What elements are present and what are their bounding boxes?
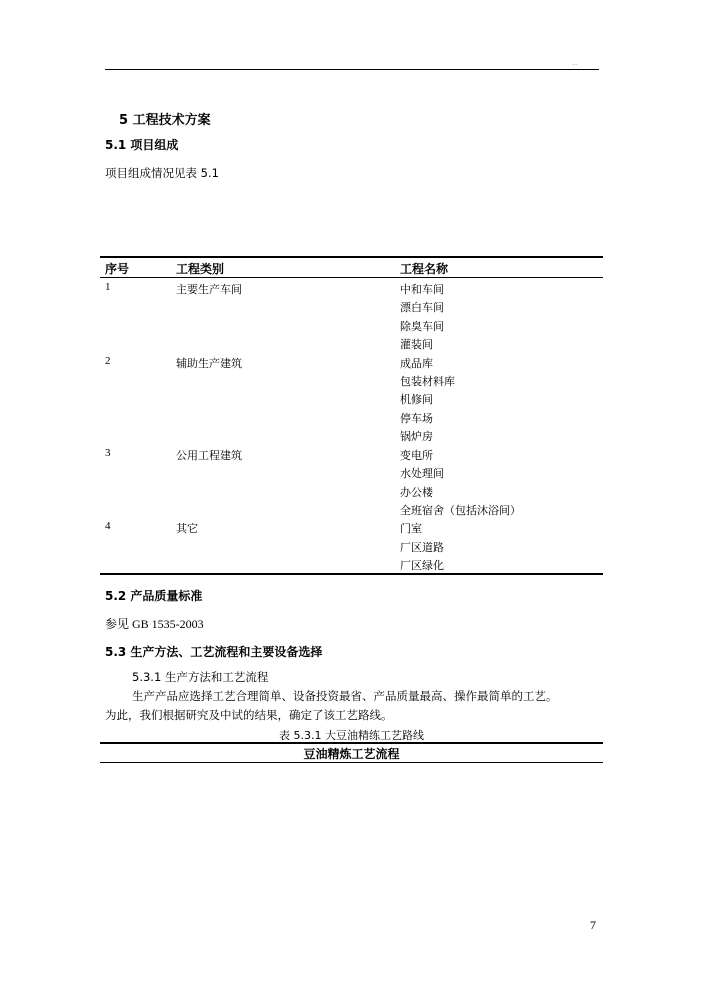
- table-row-name: 机修间: [400, 393, 433, 406]
- table-row-no: 2: [105, 355, 111, 367]
- table-row-name: 包装材料库: [400, 375, 455, 388]
- table-header-name: 工程名称: [400, 262, 449, 276]
- table-row-name: 厂区绿化: [400, 559, 444, 572]
- section-5-3-1-title: 5.3.1 生产方法和工艺流程: [132, 670, 269, 684]
- table-row-category: 其它: [176, 522, 198, 535]
- table-row-name: 锅炉房: [400, 430, 433, 443]
- table-row-name: 除臭车间: [400, 320, 444, 333]
- table-row-name: 办公楼: [400, 486, 433, 499]
- table-row-no: 1: [105, 281, 111, 293]
- table-header-rule: [100, 277, 603, 278]
- table-row-name: 灌装间: [400, 338, 433, 351]
- header-mark: ...: [572, 60, 578, 67]
- table2-header: 豆油精炼工艺流程: [303, 747, 400, 761]
- table-caption: 表 5.3.1 大豆油精练工艺路线: [279, 729, 424, 742]
- table-row-name: 水处理间: [400, 467, 444, 480]
- section-5-3-1-line1: 生产产品应选择工艺合理简单、设备投资最省、产品质量最高、操作最简单的工艺。: [132, 689, 558, 703]
- section-5-title: 5 工程技术方案: [119, 113, 211, 128]
- table2-bottom-rule: [100, 762, 603, 763]
- table-header-category: 工程类别: [176, 262, 225, 276]
- table-row-name: 中和车间: [400, 283, 444, 296]
- table-row-name: 停车场: [400, 412, 433, 425]
- table-row-no: 4: [105, 520, 111, 532]
- table-row-category: 公用工程建筑: [176, 449, 242, 462]
- table-row-no: 3: [105, 447, 111, 459]
- table-row-name: 全班宿舍（包括沐浴间）: [400, 504, 521, 517]
- section-5-3-1-line2: 为此，我们根据研究及中试的结果，确定了该工艺路线。: [105, 708, 393, 722]
- table-bottom-rule: [100, 573, 603, 575]
- section-5-3-title: 5.3 生产方法、工艺流程和主要设备选择: [105, 645, 323, 659]
- section-5-1-text: 项目组成情况见表 5.1: [105, 166, 219, 180]
- table-row-name: 厂区道路: [400, 541, 444, 554]
- table-row-name: 变电所: [400, 449, 433, 462]
- section-5-2-text: 参见 GB 1535-2003: [105, 617, 204, 631]
- header-rule: [105, 69, 599, 70]
- table-row-name: 成品库: [400, 357, 433, 370]
- table-header-no: 序号: [105, 262, 130, 276]
- section-5-2-title: 5.2 产品质量标准: [105, 589, 203, 603]
- table-row-name: 漂白车间: [400, 301, 444, 314]
- table2-top-rule: [100, 742, 603, 744]
- table-top-rule: [100, 256, 603, 258]
- table-row-category: 辅助生产建筑: [176, 357, 242, 370]
- table-row-name: 门室: [400, 522, 422, 535]
- table-row-category: 主要生产车间: [176, 283, 242, 296]
- page-number: 7: [590, 918, 596, 932]
- section-5-1-title: 5.1 项目组成: [105, 138, 179, 152]
